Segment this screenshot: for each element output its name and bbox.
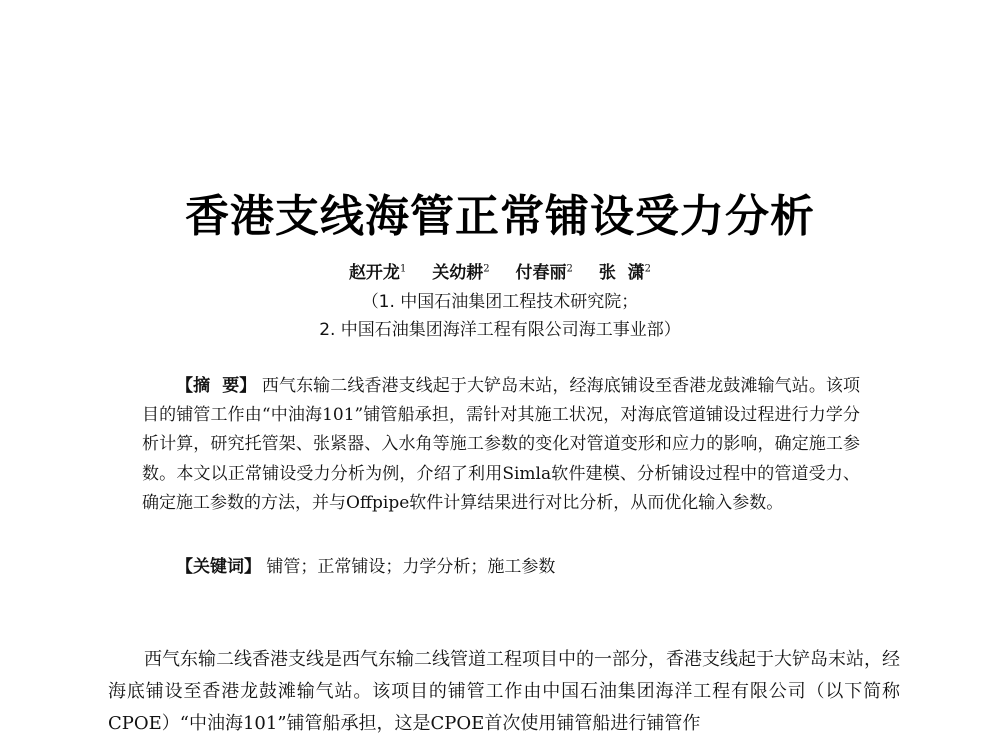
affiliation-marker: 2 <box>566 263 573 275</box>
affiliation-line: （1. 中国石油集团工程技术研究院； <box>361 292 639 312</box>
author-list <box>0 258 1000 283</box>
author <box>599 258 651 283</box>
author-name: 关幼耕 <box>432 263 484 283</box>
author <box>432 258 489 283</box>
author-name: 赵开龙 <box>348 263 400 283</box>
keywords <box>176 552 555 577</box>
affiliation-marker: 2 <box>483 263 490 275</box>
abstract-text: 西气东输二线香港支线起于大铲岛末站，经海底铺设至香港龙鼓滩输气站。该项目的铺管工作由“中油海101”铺管船承担，需针对其施工状况，对海底管道铺设过程进行力学分析计算，研究托管架、张紧器、入水角等施工参数的变化对管道变形和应力的影响，确定施工参数。本文以正常铺设受力分析为例，介绍了利用Simla软件建模、分析铺设过程中的管道受力、确定施工参数的方法，并与Offpipe软件计算结果进行对比分析，从而优化输入参数。 <box>142 376 860 513</box>
affiliation-marker: 1 <box>399 263 407 275</box>
abstract-heading: 【摘 要】 <box>176 376 257 396</box>
abstract <box>142 372 860 518</box>
author <box>516 258 573 283</box>
author <box>349 258 406 283</box>
affiliation-marker: 2 <box>644 263 652 275</box>
author-name: 张 潇 <box>598 263 645 283</box>
author-name: 付春丽 <box>515 263 567 283</box>
keywords-heading: 【关键词】 <box>176 557 261 577</box>
keywords-text: 铺管；正常铺设；力学分析；施工参数 <box>266 557 556 577</box>
paper-title: 香港支线海管正常铺设受力分析 <box>185 191 815 242</box>
body-paragraph-text: 西气东输二线香港支线是西气东输二线管道工程项目中的一部分，香港支线起于大铲岛末站，经海底铺设至香港龙鼓滩输气站。该项目的铺管工作由中国石油集团海洋工程有限公司（以下简称CPOE）“中油海101”铺管船承担，这是CPOE首次使用铺管船进行铺管作 <box>108 649 900 734</box>
body-paragraph <box>108 644 900 740</box>
affiliation-line: 2. 中国石油集团海洋工程有限公司海工事业部） <box>319 320 681 340</box>
